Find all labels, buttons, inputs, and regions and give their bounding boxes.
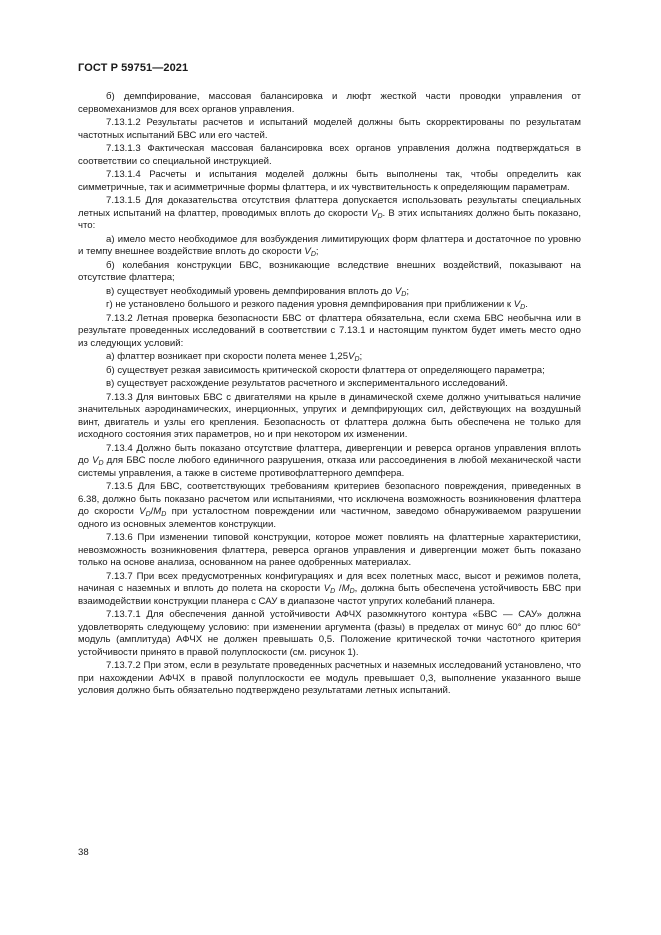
paragraph [78,117,581,142]
paragraph-text: 7.13.7.1 Для обеспечения данной устойчивости АФЧХ разомкнутого контура «БВС — САУ» должна удовлетворять следующему условию: при изменении аргумента (фазы) в пределах от минус 60° до плюс 60° модуль (амплитуда) АФЧХ не должен превышать 0,5. Положение критической точки частотного критерия устойчивости принято в правой полуплоскости (см. рисунок 1). [78,609,581,658]
variable-subscript: D [145,511,151,518]
variable-symbol: M [153,506,162,517]
paragraph [78,169,581,194]
paragraph-text: для БВС после любого единичного разрушения, отказа или рассоединения в любой механической части системы управления, а также в системе противофлаттерного демпфера. [78,455,581,479]
variable-symbol: V [394,285,402,297]
variable-symbol: M [341,583,350,594]
variable-symbol: V [513,299,521,310]
paragraph-text: , должна быть обеспечена устойчивость БВС при взаимодействии конструкции планера с САУ в диапазоне частот упругих колебаний планера. [78,583,581,607]
paragraph-text: ; [406,285,410,297]
variable-symbol: V [323,583,331,594]
variable-subscript: D [98,460,104,467]
paragraph [78,260,581,285]
variable-subscript: D [349,588,355,595]
paragraph-text: б) колебания конструкции БВС, возникающие вследствие внешних воздействий, показывают на отсутствие флаттера; [78,259,581,283]
paragraph-text: 7.13.4 Должно быть показано отсутствие флаттера, дивергенции и реверса органов управления вплоть до [78,442,581,466]
paragraph [78,143,581,168]
paragraph [78,286,581,299]
paragraph-text: г) не установлено большого и резкого падения уровня демпфирования при приближении к [106,299,514,310]
paragraph-text: б) демпфирование, массовая балансировка и люфт жесткой части проводки управления от сервомеханизмов для всех органов управления. [78,91,581,115]
paragraph-text: 7.13.1.5 Для доказательства отсутствия флаттера допускается использовать результаты специальных летных испытаний на флаттер, проводимых вплоть до скорости [78,195,581,219]
paragraph [78,532,581,570]
paragraph [78,351,581,364]
paragraph-text: 7.13.3 Для винтовых БВС с двигателями на крыле в динамической схеме должно учитываться наличие значительных аэродинамических, инерционных, упругих и демпфирующих сил, действующих на воздушный винт, двигатель и узлы его крепления. Безопасность от флаттера должна быть обеспечена не только для исходного состояния этих параметров, но и при некотором их изменении. [78,391,581,440]
paragraph-text: а) флаттер возникает при скорости полета менее 1,25 [106,351,349,362]
paragraph [78,392,581,442]
variable-symbol: V [139,506,146,517]
variable-subscript: D [520,304,526,311]
paragraph-text: 7.13.7.2 При этом, если в результате проведенных расчетных и наземных исследований установлено, что при нахождении АФЧХ в правой полуплоскости ее модуль превышает 0,3, выполнение указанного выше условия должно быть обязательно подтверждено результатами летных испытаний. [78,660,581,696]
paragraph-text: / [335,583,342,594]
paragraph [78,481,581,531]
variable-symbol: V [92,455,99,466]
variable-symbol: V [371,207,378,219]
variable-symbol: V [304,246,311,257]
variable-subscript: D [161,511,167,518]
paragraph [78,234,581,259]
variable-subscript: D [377,212,383,220]
paragraph-text: 7.13.1.2 Результаты расчетов и испытаний моделей должны быть скорректированы по результатам частотных испытаний БВС или его частей. [78,117,581,141]
paragraph-text: / [150,506,154,517]
paragraph [78,443,581,481]
paragraph [78,91,581,116]
variable-subscript: D [330,588,336,595]
paragraph-text: 7.13.2 Летная проверка безопасности БВС от флаттера обязательна, если схема БВС необычна или в результате проведенных исследований в соответствии с 7.13.1 и настоящим пунктом будет иметь место одно из следующих условий: [78,312,581,349]
paragraph [78,378,581,391]
variable-subscript: D [401,290,407,298]
variable-subscript: D [354,356,360,363]
paragraph-text: б) существует резкая зависимость критической скорости флаттера от определяющего параметра; [106,364,545,376]
paragraph [78,299,581,312]
paragraph-text: . В этих испытаниях должно быть показано, что: [78,207,581,231]
paragraph [78,365,581,378]
paragraph-text: ; [359,351,363,362]
document-body [78,91,581,699]
paragraph [78,660,581,698]
variable-symbol: V [348,351,355,362]
paragraph-text: в) существует расхождение результатов расчетного и экспериментального исследований. [106,378,508,389]
standard-header: ГОСТ Р 59751—2021 [78,62,189,74]
paragraph-text: 7.13.6 При изменении типовой конструкции, которое может повлиять на флаттерные характеристики, невозможность возникновения флаттера, реверса органов управления и дивергенции может быть показано только на основе анализа, основанном на ранее одобренных материалах. [78,532,581,568]
paragraph [78,571,581,609]
paragraph [78,313,581,351]
paragraph [78,195,581,233]
paragraph-text: при усталостном повреждении или частичном, заведомо обнаруживаемом разрушении одного из основных элементов конструкции. [78,506,581,530]
paragraph-text: в) существует необходимый уровень демпфирования вплоть до [106,285,395,297]
paragraph-text: . [525,299,528,310]
paragraph [78,609,581,659]
paragraph-text: 7.13.1.4 Расчеты и испытания моделей должны быть выполнены так, чтобы определить как симметричные, так и асимметричные формы флаттера, и их чувствительность к определяющим параметрам. [78,169,581,193]
paragraph-text: 7.13.7 При всех предусмотренных конфигурациях и для всех полетных масс, высот и режимов полета, начиная с наземных и вплоть до полета на скорости [78,570,581,594]
page-number: 38 [78,847,89,858]
paragraph-text: а) имело место необходимое для возбуждения лимитирующих форм флаттера и достаточное по уровню и темпу внешнее воздействие вплоть до скорости [78,233,581,257]
paragraph-text: 7.13.1.3 Фактическая массовая балансировка всех органов управления должна подтверждаться в соответствии со специальной инструкцией. [78,143,581,167]
paragraph-text: ; [315,246,319,257]
paragraph-text: 7.13.5 Для БВС, соответствующих требованиям критериев безопасного повреждения, приведенных в 6.38, должно быть показано расчетом или испытаниями, что исключена возможность возникновения флаттера до скорости [78,481,581,517]
variable-subscript: D [310,251,316,258]
